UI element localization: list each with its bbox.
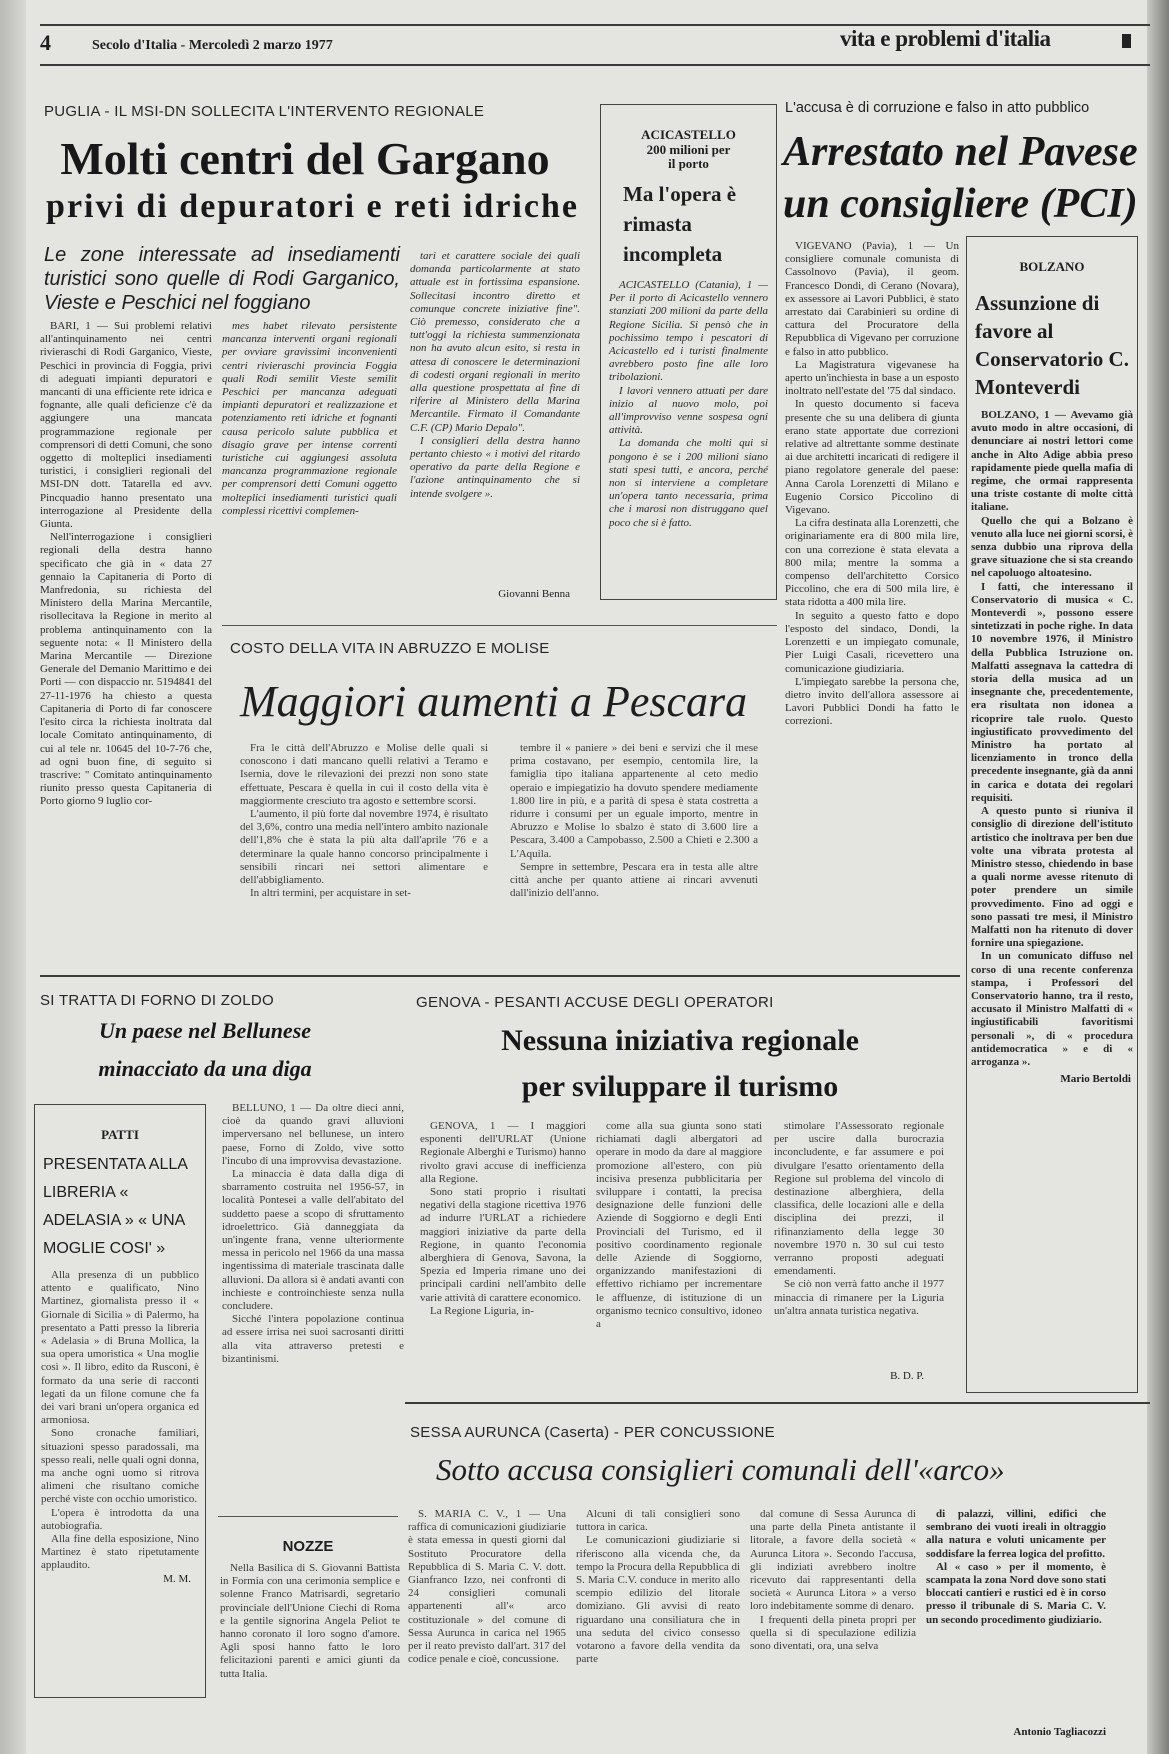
paragraph: GENOVA, 1 — I maggiori esponenti dell'URLAT (Unione Regionale Alberghi e Turismo) hanno rivolto gravi accuse di inefficienza alla Regione. [420,1120,587,1185]
article-column [220,1562,400,1681]
article-headline: NOZZE [282,1538,334,1555]
section-divider [40,975,960,977]
article-column [971,409,1133,1069]
paragraph: ACICASTELLO (Catania), 1 — Per il porto di Acicastello vennero stanziati 200 milioni da parte della Regione Sicilia. Si pensò che in pochissimo tempo i pescatori di Acicastello ed i turisti finalmente avrebbero posto fine alle loro tribolazioni. [609,279,768,384]
article-patti-box [34,1104,206,1698]
paragraph: come alla sua giunta sono stati richiamati dagli albergatori ad operare in modo da dare al maggiore promozione all'estero, con più incisiva presenza pubblicitaria per sviluppare i contatti, la precisa designazione delle funzioni delle Aziende di Soggiorno e degli Enti Provinciali del Turismo, ed il positivo coordinamento regionale delle Aziende di Soggiorno, organizzando manifestazioni di effettivo richiamo per incrementare le affluenze, di istituzione di un organismo tecnico consultivo, idoneo a [596,1120,762,1331]
byline: Mario Bertoldi [1060,1073,1131,1086]
paragraph: tembre il « paniere » dei beni e servizi che il mese prima costavano, per esempio, centomila lire, la famiglia tipo italiana appartenente al ceto medio operaio e impiegatizio ha dovuto spendere mediamente 1.800 lire in più, e a parità di spesa è stata costretta a ridurre i consumi per un eguale importo, mentre in Abruzzo e Molise lo sbalzo è stato di 3.600 lire a Pescara, 3.400 a Campobasso, 2.500 a Chieti e 2.300 a L'Aquila. [510,742,758,860]
scan-right-edge [1147,0,1169,1754]
paragraph: Sempre in settembre, Pescara era in testa alle altre città anche per quanto attiene ai rincari avvenuti dall'inizio dell'anno. [510,860,758,900]
paragraph: La Magistratura vigevanese ha aperto un'inchiesta in base a un esposto inoltrato nell'estate del '75 dal sindaco. [785,358,959,398]
article-bolzano-box [966,236,1138,1393]
section-divider [218,1516,398,1517]
paragraph: Alcuni di tali consiglieri sono tuttora in carica. [576,1508,740,1534]
paragraph: L'impiegato sarebbe la persona che, dietro invito dell'allora assessore ai Lavori Pubblici Dondi ha fatto le correzioni. [785,675,959,728]
article-kicker: SESSA AURUNCA (Caserta) - PER CONCUSSIONE [410,1424,775,1441]
paragraph: In un comunicato diffuso nel corso di una recente conferenza stampa, i Professori del Conservatorio hanno, tra il resto, accusato il Ministro Malfatti di « ingiustificabili favoritismi personali », di « procedura antidemocratica » e di « arroganza ». [971,950,1133,1068]
article-column [41,1269,199,1573]
article-column [609,279,768,530]
article-column [240,742,488,900]
section-marker [1122,34,1131,48]
paragraph: I consiglieri della destra hanno pertanto chiesto « i motivi del ritardo operativo da parte della Regione e l'azione antinquinamento che si intende svolgere ». [410,434,580,500]
paragraph: I frequenti della pineta propri per quella si di speculazione edilizia sono diventati, ora, una selva [750,1613,916,1653]
paragraph: La domanda che molti qui si pongono è se i 200 milioni siano stati spesi tutti, e ancora, perché non si interviene a completare un'opera tanto necessaria, prima che i marosi non distruggano quel poco che si è fatto. [609,437,768,529]
article-kicker: COSTO DELLA VITA IN ABRUZZO E MOLISE [230,640,550,657]
scan-left-edge [0,0,26,1754]
article-kicker: PUGLIA - IL MSI-DN SOLLECITA L'INTERVENTO REGIONALE [44,103,485,120]
paragraph: In questo documento si faceva presente che su una delibera di giunta erano state apportate due correzioni relative ad altrettante somme destinate ai due architetti incaricati di redigere il piano regolatore generale del paese: Anna Carola Lorenzetti di Milano e Eugenio Corsico Piccolino di Vigevano. [785,398,959,517]
box-place: BOLZANO [1019,259,1085,274]
paragraph: di palazzi, villini, edifici che sembrano dei vuoti ireali in oltraggio alla natura e voluti unicamente per soddisfare la ferrea logica del profitto. [926,1508,1106,1560]
paragraph: Nella Basilica di S. Giovanni Battista in Formia con una cerimonia semplice e solenne Franco Matrisardi, segretario provinciale dell'Unione Ciechi di Roma e la gentile signorina Angela Peliot te hanno coronato il loro sogno d'amore. Agli sposi hanno fatto le loro felicitazioni parenti e amici giunti da tutta Italia. [220,1562,400,1680]
paragraph: dal comune di Sessa Aurunca di una parte della Pineta antistante il litorale, a favore della società « Aurunca Litora ». Secondo l'accusa, gli indiziati avrebbero inoltre ricevuto dai rappresentanti della società « Aurunca Litora » a verso loro indebitamente somme di denaro. [750,1508,916,1613]
paragraph: Sicché l'intera popolazione continua ad essere irrisa nei suoi sacrosanti diritti alla vita attraverso pretesti e bizantinismi. [222,1313,404,1365]
article-kicker: GENOVA - PESANTI ACCUSE DEGLI OPERATORI [416,994,774,1011]
box-place: ACICASTELLO [641,127,736,142]
paragraph: mes habet rilevato persistente mancanza interventi organi regionali per ovviare gravissimi inconvenienti centri rivieraschi provincia Foggia quali Rodi semilit Vieste semilit Peschici per mancanza adeguati impianti depuratori et realizzazione et potenziamento reti idriche et fognanti causa pericolo salute pubblica et disagio grave per intense correnti turistiche cui aggiungesi assoluta mancanza programmazione regionale per comprensori detti Comuni oggetto molteplici insediamenti turistici quali complessi ricettivi complemen- [222,320,397,517]
paragraph: S. MARIA C. V., 1 — Una raffica di comunicazioni giudiziarie è stata emessa in questi giorni dal Sostituto Procuratore della Repubblica di S. Maria C. V. dott. Gianfranco Izzo, nei confronti di 24 consiglieri comunali appartenenti all'« arco costituzionale » del comune di Sessa Aurunca in carica nel 1965 per il reato previsto dall'art. 317 del codice penale e cioè, concussione. [408,1508,566,1666]
article-column [596,1120,762,1331]
article-column [926,1508,1106,1627]
article-headline-2: un consigliere (PCI) [783,181,1138,227]
box-deck: 200 milioni per il porto [646,142,731,171]
paragraph: Le comunicazioni giudiziarie si riferiscono alla vicenda che, da tempo la Procura della Repubblica di S. Maria C.V. conduce in merito allo scempio edilizio del litorale domiziano. Gli avvisi di reato riguardano una consiliatura che in una seduta del civico consesso votarono a favore della vendita da parte [576,1534,740,1666]
box-headline: PRESENTATA ALLA LIBRERIA « ADELASIA » « UNA MOGLIE COSI' » [43,1156,188,1257]
article-headline-2: privi di depuratori e reti idriche [46,188,579,225]
paragraph: La minaccia è data dalla diga di sbarramento costruita nel 1956-57, in località Pontesei a valle dell'abitato del suddetto paese a scopo di sfruttamento idroelettrico. Già danneggiata da un'ingente frana, venne ulteriormente messa in pericolo nel 1966 da una massa ingentissima di materiale trascinata dalle alluvioni. Da allora si è andati avanti con inchieste e controinchieste senza nulla concludere. [222,1168,404,1313]
byline: Giovanni Benna [498,588,570,600]
paragraph: Alla presenza di un pubblico attento e qualificato, Nino Martinez, giornalista presso il « Giornale di Sicilia » di Palermo, ha presentato a Patti presso la libreria « Adelasia » di Bruna Mollica, la sua opera umoristica « Una moglie così ». Il libro, edito da Rusconi, è formato da una serie di racconti legati da un filone comune che fa dei vari brani un'opera organica ed armoniosa. [41,1269,199,1427]
paragraph: Sono cronache familiari, situazioni spesso paradossali, ma spesso reali, nelle quali ogni donna, ma anche ogni uomo si ritrova alimeni che risultano comiche perché viste con occhio umoristico. [41,1427,199,1506]
byline: Antonio Tagliacozzi [1013,1726,1106,1738]
paragraph: Se ciò non verrà fatto anche il 1977 minaccia di rimanere per la Liguria un'altra annata turistica negativa. [774,1278,944,1317]
article-subhead: Le zone interessate ad insediamenti turistici sono quelle di Rodi Garganico, Vieste e Peschici nel foggiano [44,244,400,314]
paragraph: In altri termini, per acquistare in set- [250,887,411,900]
masthead-bottom-rule [40,64,1150,66]
article-column [785,240,959,729]
paragraph: Quello che qui a Bolzano è venuto alla luce nei giorni scorsi, è senza dubbio una riprova della grave situazione che si sta creando nel capoluogo altoatesino. [971,514,1133,580]
article-headline: Nessuna iniziativa regionale [501,1024,859,1057]
article-column [408,1508,566,1666]
article-column [40,320,212,809]
article-headline: Arrestato nel Pavese [783,129,1138,175]
paragraph: Nell'interrogazione i consiglieri regionali della destra hanno specificato che già in « data 27 gennaio la Capitaneria di Porto di Manfredonia, su richiesta del Ministero della Marina Mercantile, risollecitava la Regione in merito al problema antinquinamento con la seguente nota: « Il Ministero della Marina Mercantile — Direzione Generale del Demanio Marittimo e dei Porti — con dispaccio nr. 5194841 del 27-11-1976 ha chiesto a questa Capitaneria di Porto di far conoscere l'esito circa la richiesta inoltrata dal locale Comitato antinquinamento, di cui al tele nr. 10645 del 10-7-76 che, ad ogni buon fine, di seguito si trascrive: " Comitato antinquinamento riunito presso questa Capitaneria di Porto giorno 9 luglio cor- [40,531,212,808]
article-column [510,742,758,900]
box-place: PATTI [101,1127,139,1142]
paragraph: Sono stati proprio i risultati negativi della stagione ricettiva 1976 ad indurre l'URLAT a richiedere maggiori iniziative da parte della Regione, in quanto l'economia alberghiera di Genova, Savona, la Spezia ed Imperia rimane uno dei principali cardini nell'ambito delle varie attività di carattere economico. [420,1186,586,1304]
article-headline-2: per sviluppare il turismo [521,1070,839,1103]
paragraph: La Regione Liguria, in- [430,1304,534,1317]
paragraph: L'aumento, il più forte dal novembre 1974, è risultato del 3,6%, contro una media nell'intero ambito nazionale dell'1,8% che è stata la più alta dall'aprile '76 e a determinare la quale hanno concorso principalmente i sensibili rincari nei settori alimentare e dell'abbigliamento. [240,808,488,887]
article-headline-2: minacciato da una diga [98,1056,312,1081]
article-headline: Sotto accusa consiglieri comunali dell'«arco» [436,1452,1005,1487]
article-column [410,250,580,501]
paragraph: stimolare l'Assessorato regionale per uscire dalla burocrazia inconcludente, e far assumere e poi divulgare l'esatto orientamento della Regione sul problema del vincolo di destinazione alberghiera, della classifica, delle locazioni alle e della disciplina dei prezzi, il rifinanziamento della legge 30 novembre 1970 n. 30 sul cui testo verranno proposti adeguati emendamenti. [774,1120,944,1278]
article-headline: Molti centri del Gargano [60,133,550,184]
paragraph: VIGEVANO (Pavia), 1 — Un consigliere comunale comunista di Cassolnovo (Pavia), il geom. Francesco Dondi, di Cerano (Novara), ex assessore ai Lavori Pubblici, è stato arrestato dai Carabinieri su ordine di cattura del Procuratore della Repubblica di Vigevano per corruzione e falso in atto pubblico. [785,240,959,358]
paragraph: Fra le città dell'Abruzzo e Molise delle quali si conoscono i dati mancano quelli relativi a Teramo e Isernia, dove le rilevazioni dei prezzi non sono state effettuate, Pescara è quella in cui il costo della vita è maggiormente cresciuto tra agosto e settembre scorsi. [240,742,488,807]
paragraph: BELLUNO, 1 — Da oltre dieci anni, cioè da quando gravi alluvioni imperversano nel bellunese, un intero paese, Forno di Zoldo, vive sotto l'incubo di una improvvisa devastazione. [222,1102,404,1167]
section-title: vita e problemi d'italia [840,26,1051,51]
paragraph: BOLZANO, 1 — Avevamo già avuto modo in altre occasioni, di denunciare ai nostri lettori come anche in Alto Adige abbia preso rapidamente piede quella mafia di regime, che ormai rappresenta una triste costante di molte città italiane. [971,409,1133,514]
section-divider [222,625,777,626]
page-number: 4 [40,30,51,55]
paragraph: I fatti, che interessano il Conservatorio di musica « C. Monteverdi », possono essere sintetizzati in poche righe. In data 10 novembre 1976, il Ministro della Pubblica Istruzione on. Malfatti assegnava la cattedra di storia della musica ad un insegnante che, precedentemente, era risultata non idonea a ricoprire tale ruolo. Questo ingiustificato provvedimento del Ministro ha portato al licenziamento in tronco della precedente insegnante, già da anni in carica e dotata dei regolari requisiti. [971,580,1133,804]
paragraph: tari et carattere sociale dei quali domanda particolarmente at stato attuale est in fortissima espansione. Sollecitasi incontro diretto et comunque concrete iniziative fine". Ciò premesso, considerato che a tutt'oggi la richiesta summenzionata non ha avuto alcun esito, si resta in attesa di conoscere le determinazioni di codesti organi regionali in merito alla questione prospettata al fine di riferire al Ministero della Marina Mercantile. Firmato il Comandante C.F. (CP) Mario Depalo". [410,250,580,434]
article-column [774,1120,944,1318]
article-acicastello-box [600,104,777,600]
article-column [222,320,397,518]
paragraph: In seguito a questo fatto e dopo l'esposto del sindaco, Dondi, la Lorenzetti e un impiegato comunale, Pier Luigi Casali, ricevettero una comunicazione giudiziaria. [785,609,959,675]
paragraph: Alla fine della esposizione, Nino Martinez è stato ripetutamente applaudito. [41,1533,199,1572]
section-divider [405,1402,1150,1404]
paragraph: L'opera è introdotta da una autobiografia. [41,1506,199,1532]
article-headline: Maggiori aumenti a Pescara [240,677,748,726]
article-column [576,1508,740,1666]
paragraph: Al « caso » per il momento, è scampata la zona Nord dove sono stati bloccati cantieri e rustici ed è in corso presso il tribunale di S. Maria C. V. un secondo procedimento giudiziario. [926,1560,1106,1626]
article-headline: Un paese nel Bellunese [98,1018,312,1043]
paragraph: A questo punto si riuniva il consiglio di direzione dell'istituto artistico che inoltrava per ben due volte una vibrata protesta al Ministro stesso, chiedendo in base a quali norme avesse ritenuto di poter prendere un simile provvedimento. Fino ad oggi e sono passati tre mesi, il Ministro Malfatti non ha ritenuto di dover fornire una spiegazione. [971,805,1133,950]
byline: M. M. [163,1572,191,1585]
box-headline: Ma l'opera è rimasta incompleta [623,182,737,266]
article-column [750,1508,916,1653]
byline: B. D. P. [890,1370,924,1382]
box-headline: Assunzione di favore al Conservatorio C. Monteverdi [975,291,1129,399]
paragraph: La cifra destinata alla Lorenzetti, che originariamente era di 800 mila lire, con una correzione è stata elevata a 800 mila; mentre la somma a compenso dell'architetto Corsico Piccolino, che era di 500 mila lire, è stata ridotta a 400 mila lire. [785,517,959,609]
paragraph: BARI, 1 — Sui problemi relativi all'antinquinamento nei centri rivieraschi di Rodi Garganico, Vieste, Peschici in provincia di Foggia, privi di adeguati impianti depuratori e mancanti di una efficiente rete idrica e fognante, alle quali deficienze c'è da aggiungere una mancata programmazione regionale per comprensori di detti Comuni, che sono oggetto di molteplici insediamenti turistici, i consiglieri regionali del MSI-DN dott. Tatarella ed avv. Pincquadio hanno presentato una interrogazione al Presidente della Giunta. [40,320,212,531]
article-column [420,1120,586,1318]
article-kicker: SI TRATTA DI FORNO DI ZOLDO [40,992,274,1009]
paragraph: I lavori vennero attuati per dare inizio al nuovo molo, poi all'improvviso venne sospesa ogni attività. [609,384,768,437]
article-kicker: L'accusa è di corruzione e falso in atto pubblico [785,100,1090,116]
article-column [222,1102,404,1366]
paper-date-line: Secolo d'Italia - Mercoledì 2 marzo 1977 [92,38,333,53]
